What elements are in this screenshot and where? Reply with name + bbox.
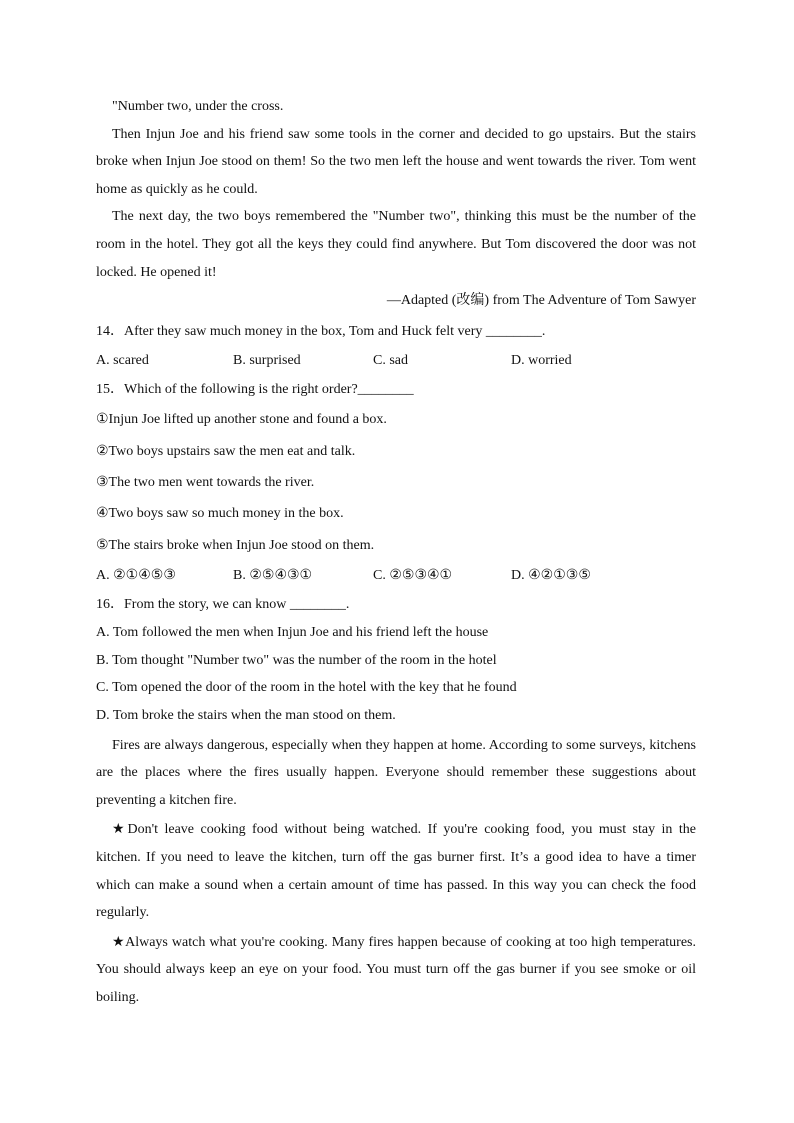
page-content xyxy=(96,93,696,1012)
tip-paragraph: ★Always watch what you're cooking. Many fires happen because of cooking at too high temperatures. You should always keep an eye on your food. You must turn off the gas burner if you see smoke or oil boiling. xyxy=(96,934,696,1005)
option-d: D. ④②①③⑤ xyxy=(511,568,591,584)
question-16 xyxy=(96,590,696,729)
option-c: C. sad xyxy=(373,353,408,369)
passage-paragraph: "Number two, under the cross. xyxy=(112,99,284,114)
passage-tom-sawyer xyxy=(96,93,696,314)
tip-paragraph: ★Don't leave cooking food without being watched. If you're cooking food, you must stay in the kitchen. If you need to leave the kitchen, turn off the gas burner first. It’s a good idea to have a timer which can make a sound when a certain amount of time has passed. In this way you can check the food regularly. xyxy=(96,822,696,921)
option-b: B. surprised xyxy=(233,353,301,369)
question-stem: 15．Which of the following is the right order?________ xyxy=(96,382,414,398)
option-d: D. Tom broke the stairs when the man stood on them. xyxy=(96,707,396,723)
passage-paragraph: The next day, the two boys remembered the "Number two", thinking this must be the number of the room in the hotel. They got all the keys they could find anywhere. But Tom discovered the door was not locked. He opened it! xyxy=(96,209,696,280)
passage-source: —Adapted (改编) from The Adventure of Tom Sawyer xyxy=(386,293,696,309)
order-item: ⑤The stairs broke when Injun Joe stood on them. xyxy=(96,537,375,553)
question-15 xyxy=(96,375,696,590)
question-options xyxy=(96,561,696,590)
order-item: ②Two boys upstairs saw the men eat and talk. xyxy=(96,443,356,459)
question-stem: 16．From the story, we can know ________. xyxy=(96,597,350,613)
option-a: A. ②①④⑤③ xyxy=(96,568,176,584)
question-options xyxy=(96,346,696,375)
order-item: ③The two men went towards the river. xyxy=(96,474,315,490)
passage-paragraph: Then Injun Joe and his friend saw some tools in the corner and decided to go upstairs. But the stairs broke when Injun Joe stood on them! So the two men left the house and went towards the river. Tom went home as quickly as he could. xyxy=(96,126,696,197)
option-b: B. Tom thought "Number two" was the number of the room in the hotel xyxy=(96,652,497,668)
option-a: A. Tom followed the men when Injun Joe and his friend left the house xyxy=(96,625,489,641)
question-14 xyxy=(96,317,696,375)
option-c: C. Tom opened the door of the room in the hotel with the key that he found xyxy=(96,680,517,696)
option-c: C. ②⑤③④① xyxy=(373,568,453,584)
passage-kitchen-fire xyxy=(96,732,696,1012)
option-b: B. ②⑤④③① xyxy=(233,568,313,584)
order-item: ④Two boys saw so much money in the box. xyxy=(96,506,344,522)
option-a: A. scared xyxy=(96,353,149,369)
question-stem: 14．After they saw much money in the box, Tom and Huck felt very ________. xyxy=(96,324,546,340)
passage-intro: Fires are always dangerous, especially when they happen at home. According to some surveys, kitchens are the places where the fires usually happen. Everyone should remember these suggestions about preventing a kitchen fire. xyxy=(96,737,696,808)
order-item: ①Injun Joe lifted up another stone and found a box. xyxy=(96,412,387,428)
option-d: D. worried xyxy=(511,353,572,369)
